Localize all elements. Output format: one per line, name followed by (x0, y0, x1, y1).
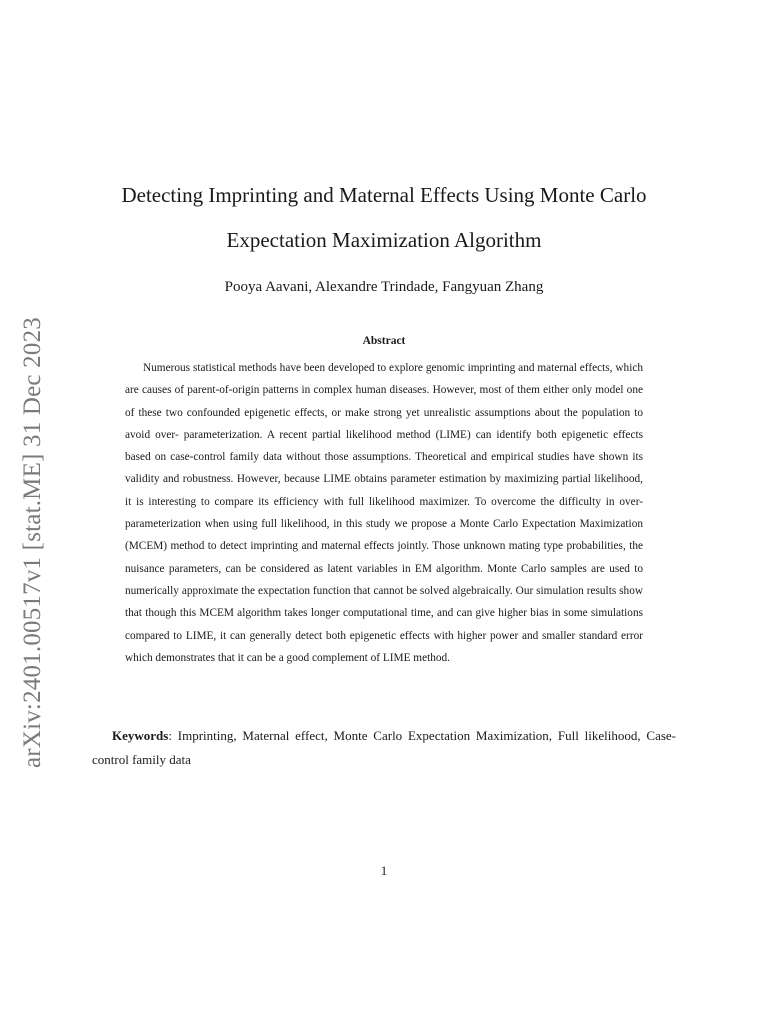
abstract-body: Numerous statistical methods have been developed to explore genomic imprinting and maternal effects, which are causes of parent-of-origin patterns in complex human diseases. However, most of them either only model one of these two confounded epigenetic effects, or make strong yet unrealistic assumptions about the population to avoid over- parameterization. A recent partial likelihood method (LIME) can identify both epigenetic effects based on case-control family data without those assumptions. Theoretical and empirical studies have shown its validity and robustness. However, because LIME obtains parameter estimation by maximizing partial likelihood, it is interesting to compare its efficiency with full likelihood maximizer. To overcome the difficulty in over-parameterization when using full likelihood, in this study we propose a Monte Carlo Expectation Maximization (MCEM) method to detect imprinting and maternal effects jointly. Those unknown mating type probabilities, the nuisance parameters, can be considered as latent variables in EM algorithm. Monte Carlo samples are used to numerically approximate the expectation function that cannot be solved algebraically. Our simulation results show that though this MCEM algorithm takes longer computational time, and can give higher bias in some simulations compared to LIME, it can generally detect both epigenetic effects with higher power and smaller standard error which demonstrates that it can be a good complement of LIME method. (125, 362, 643, 664)
arxiv-identifier-stamp: arXiv:2401.00517v1 [stat.ME] 31 Dec 2023 (19, 317, 46, 768)
paper-title (80, 173, 688, 263)
abstract-heading: Abstract (362, 335, 406, 347)
title-line-2: Expectation Maximization Algorithm (226, 228, 542, 252)
keywords-paragraph (92, 724, 676, 772)
author-list: Pooya Aavani, Alexandre Trindade, Fangyuan Zhang (224, 279, 544, 295)
keywords-label: Keywords (112, 728, 169, 743)
page-number: 1 (380, 863, 388, 878)
title-line-1: Detecting Imprinting and Maternal Effects Using Monte Carlo (121, 183, 647, 207)
keywords-list: : Imprinting, Maternal effect, Monte Carlo Expectation Maximization, Full likelihood, Case-control family data (92, 728, 676, 767)
